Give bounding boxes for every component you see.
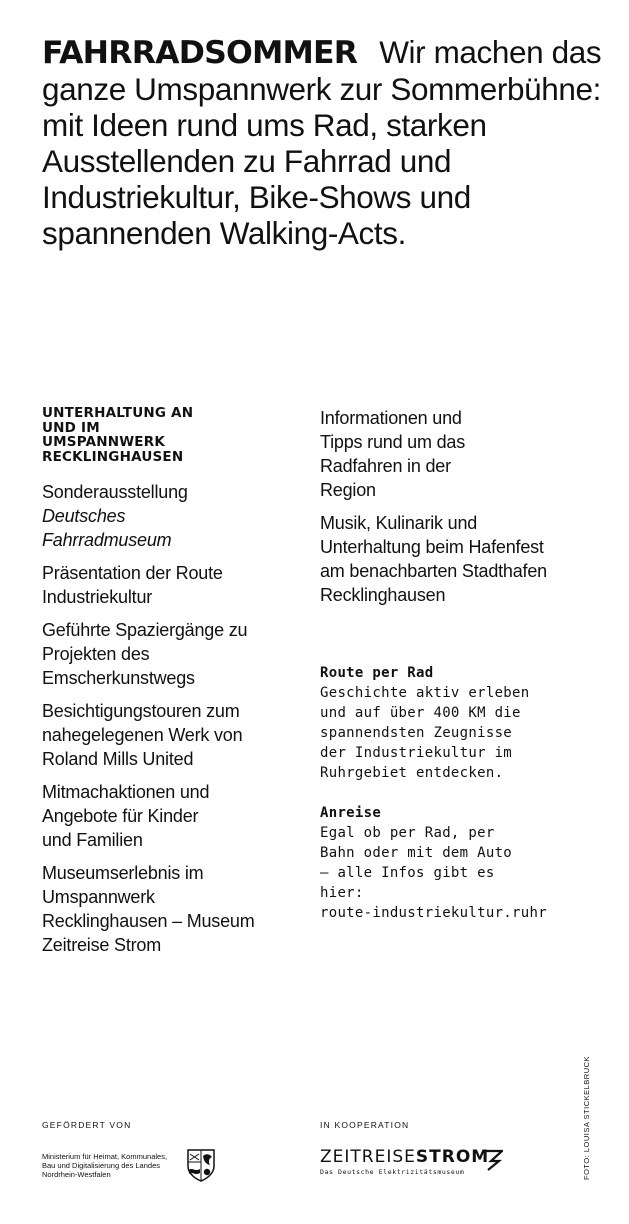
- list-item-museumserlebnis: Museumserlebnis im Umspannwerk Recklinghausen – Museum Zeitreise Strom: [42, 863, 255, 955]
- intro-paragraph: [42, 34, 602, 251]
- nrw-crest-icon: [186, 1148, 216, 1182]
- intro-keyword: FAHRRADSOMMER: [42, 35, 358, 71]
- list-item-sonderausstellung: [42, 480, 297, 552]
- cooperation-label: IN KOOPERATION: [320, 1120, 410, 1130]
- logo-name-light: ZEITREISE: [320, 1147, 416, 1167]
- left-column: [42, 406, 297, 966]
- logo-name: [320, 1148, 489, 1166]
- logo-subtitle: Das Deutsche Elektrizitätsmuseum: [320, 1168, 465, 1176]
- right-column: [320, 406, 610, 923]
- list-item-informationen: Informationen und Tipps rund um das Radfahren in der Region: [320, 408, 466, 500]
- logo-name-bold: STROM: [415, 1147, 490, 1167]
- anreise-info: [320, 803, 580, 923]
- ministry-name: Ministerium für Heimat, Kommunales, Bau und Digitalisierung des Landes Nordrhein-Westfalen: [42, 1152, 168, 1179]
- photo-credit: FOTO: LOUISA STICKELBRUCK: [582, 1055, 591, 1180]
- list-item-besichtigung: Besichtigungstouren zum nahegelegenen Werk von Roland Mills United: [42, 701, 243, 769]
- intro-text: Wir machen das ganze Umspannwerk zur Sommerbühne: mit Ideen rund ums Rad, starken Ausstellenden zu Fahrrad und Industriekultur, Bike-Shows und spannenden Walking-Acts.: [42, 34, 602, 251]
- section-heading: UNTERHALTUNG AN UND IM UMSPANNWERK RECKLINGHAUSEN: [42, 405, 194, 465]
- list-item-italic: Deutsches Fahrradmuseum: [42, 506, 172, 550]
- route-info: [320, 663, 535, 783]
- zeitreise-strom-logo: [320, 1148, 489, 1176]
- anreise-title: Anreise: [320, 805, 382, 821]
- anreise-url[interactable]: route-industriekultur.ruhr: [320, 905, 547, 921]
- anreise-text: Egal ob per Rad, per Bahn oder mit dem Auto – alle Infos gibt es hier:: [320, 825, 513, 901]
- list-item-route: Präsentation der Route Industriekultur: [42, 563, 223, 607]
- funded-by-label: GEFÖRDERT VON: [42, 1120, 132, 1130]
- route-title: Route per Rad: [320, 665, 434, 681]
- list-item-hafenfest: Musik, Kulinarik und Unterhaltung beim Hafenfest am benachbarten Stadthafen Recklinghausen: [320, 513, 547, 605]
- list-item-mitmachaktionen: Mitmachaktionen und Angebote für Kinder und Familien: [42, 782, 210, 850]
- lightning-bolt-icon: [485, 1149, 503, 1171]
- list-item-spaziergaenge: Geführte Spaziergänge zu Projekten des Emscherkunstwegs: [42, 620, 248, 688]
- list-item-lead: Sonderausstellung: [42, 482, 188, 502]
- route-text: Geschichte aktiv erleben und auf über 400 KM die spannendsten Zeugnisse der Industriekultur im Ruhrgebiet entdecken.: [320, 685, 530, 781]
